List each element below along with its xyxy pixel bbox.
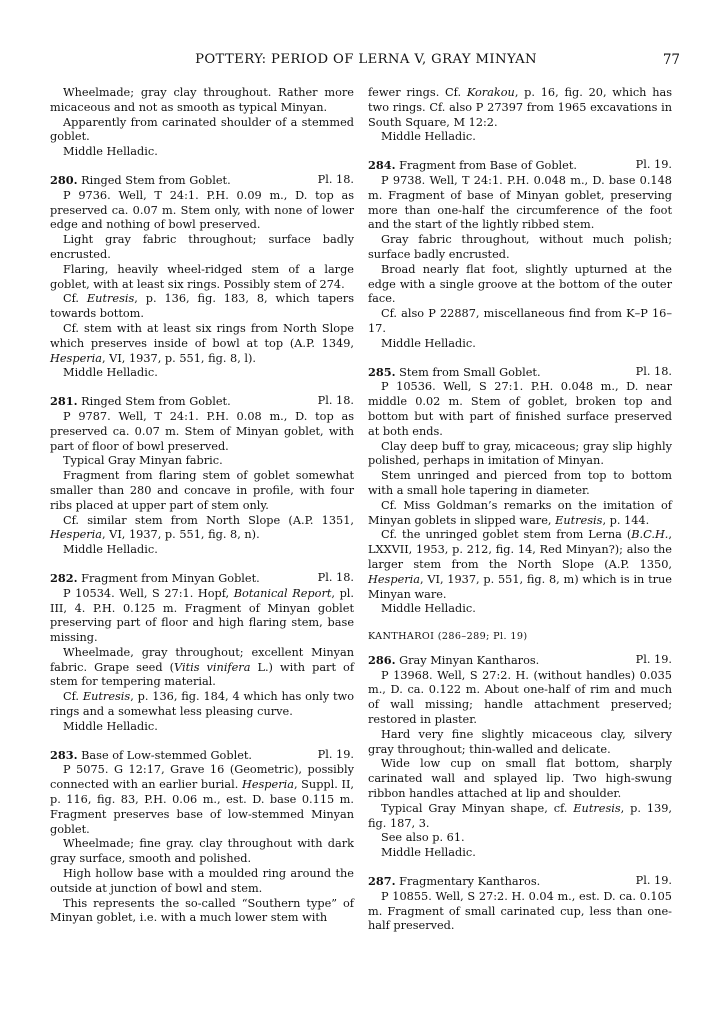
entry-number: 283. xyxy=(50,747,78,762)
entry-number: 284. xyxy=(368,158,396,173)
paragraph xyxy=(50,292,354,322)
paragraph: Flaring, heavily wheel-ridged stem of a large goblet, with at least six rings. Possibly stem of 274. xyxy=(50,262,354,291)
paragraph: Fragment from flaring stem of goblet somewhat smaller than 280 and concave in profile, with four ribs placed at upper part of stem only. xyxy=(50,469,354,512)
paragraph xyxy=(50,690,354,720)
paragraph: P 10536. Well, S 27:1. P.H. 0.048 m., D. near middle 0.02 m. Stem of goblet, broken top and bottom but with part of finished surface preserved at both ends. xyxy=(368,380,672,438)
text: , pl. III, 4. P.H. 0.125 m. Fragment of Minyan goblet preserving part of floor and high flaring stem, base missing. xyxy=(50,586,355,645)
italic-ref: Hesperia xyxy=(50,528,102,542)
paragraph: P 9736. Well, T 24:1. P.H. 0.09 m., D. top as preserved ca. 0.07 m. Stem only, with none of lower edge and nothing of bowl preserved. xyxy=(50,188,354,232)
paragraph: Middle Helladic. xyxy=(63,366,158,380)
paragraph: Gray fabric throughout, without much polish; surface badly encrusted. xyxy=(368,233,672,261)
paragraph: Wheelmade; gray clay throughout. Rather more micaceous and not as smooth as typical Minyan. xyxy=(50,86,354,114)
paragraph: Middle Helladic. xyxy=(63,543,158,557)
entry-number: 281. xyxy=(50,394,78,409)
paragraph: Middle Helladic. xyxy=(381,336,476,350)
paragraph: High hollow base with a moulded ring around the outside at junction of bowl and stem. xyxy=(50,867,354,895)
italic-ref: Botanical Report xyxy=(233,586,332,600)
entry-title: Fragmentary Kantharos. xyxy=(399,875,541,889)
entry-heading-286 xyxy=(368,653,672,669)
plate-ref: Pl. 19. xyxy=(317,747,354,761)
paragraph: P 9738. Well, T 24:1. P.H. 0.048 m., D. base 0.148 m. Fragment of base of Minyan goblet, preserving more than one-half the circumference of the foot and the start of the lightly ribbed stem. xyxy=(368,173,672,232)
entry-number: 282. xyxy=(50,570,78,585)
running-header xyxy=(52,52,680,72)
plate-ref: Pl. 18. xyxy=(317,172,354,186)
entry-heading-283 xyxy=(50,748,354,764)
text: Cf. xyxy=(63,292,80,306)
text: , p. 16, fig. 20, which has two rings. Cf. also P 27397 from 1965 excavations in South Square, M 12:2. xyxy=(368,86,673,129)
paragraph: P 13968. Well, S 27:2. H. (without handles) 0.035 m., D. ca. 0.122 m. About one-half of rim and much of wall missing; handle attachment preserved; restored in plaster. xyxy=(368,668,672,727)
text: , VI, 1937, p. 551, fig. 8, n). xyxy=(102,528,260,542)
plate-ref: Pl. 18. xyxy=(635,364,672,378)
paragraph: Typical Gray Minyan fabric. xyxy=(63,454,223,468)
paragraph: Middle Helladic. xyxy=(63,145,158,159)
running-title: POTTERY: PERIOD OF LERNA V, GRAY MINYAN xyxy=(195,52,537,67)
paragraph: Broad nearly flat foot, slightly upturned at the edge with a single groove at the bottom of the outer face. xyxy=(368,262,672,306)
entry-title: Stem from Small Goblet. xyxy=(399,365,541,379)
entry-heading-281 xyxy=(50,394,354,410)
entry-title: Fragment from Minyan Goblet. xyxy=(81,571,260,585)
paragraph: Middle Helladic. xyxy=(63,719,158,733)
paragraph: See also p. 61. xyxy=(381,831,465,845)
paragraph: Wide low cup on small flat bottom, sharply carinated wall and splayed lip. Two high-swung ribbon handles attached at lip and shoulder. xyxy=(368,757,672,801)
entry-number: 280. xyxy=(50,172,78,187)
paragraph xyxy=(50,587,354,646)
text: , VI, 1937, p. 551, fig. 8, l). xyxy=(102,351,257,365)
italic-ref: B.C.H. xyxy=(631,528,669,542)
text: , p. 136, fig. 184, 4 which has only two rings and a somewhat less pleasing curve. xyxy=(50,690,355,719)
paragraph: Middle Helladic. xyxy=(381,602,476,616)
paragraph: Cf. also P 22887, miscellaneous find from K–P 16–17. xyxy=(368,307,672,335)
text: Typical Gray Minyan shape, cf. xyxy=(381,801,568,815)
entry-heading-284 xyxy=(368,158,672,174)
paragraph xyxy=(50,514,354,544)
paragraph: Light gray fabric throughout; surface badly encrusted. xyxy=(50,233,354,261)
paragraph: Apparently from carinated shoulder of a stemmed goblet. xyxy=(50,115,354,144)
text: , p. 139, fig. 187, 3. xyxy=(368,801,672,830)
entry-heading-280 xyxy=(50,173,354,189)
paragraph: Stem unringed and pierced from top to bottom with a small hole tapering in diameter. xyxy=(368,469,672,497)
italic-ref: Eutresis xyxy=(555,513,603,527)
entry-number: 287. xyxy=(368,874,396,889)
entry-title: Ringed Stem from Goblet. xyxy=(81,173,231,187)
plate-ref: Pl. 19. xyxy=(635,158,672,172)
text: , LXXVII, 1953, p. 212, fig. 14, Red Minyan?); also the larger stem from the North Slope (A.P. 1350, xyxy=(368,528,672,571)
entry-title: Base of Low-stemmed Goblet. xyxy=(81,748,253,762)
paragraph: P 9787. Well, T 24:1. P.H. 0.08 m., D. top as preserved ca. 0.07 m. Stem of Minyan goblet, with part of floor of bowl preserved. xyxy=(50,409,354,453)
paragraph xyxy=(50,322,354,366)
paragraph xyxy=(368,86,672,130)
text: Cf. xyxy=(63,690,80,704)
entry-heading-287 xyxy=(368,874,672,890)
text: , VI, 1937, p. 551, fig. 8, m) which is in true Minyan ware. xyxy=(368,572,672,601)
right-column xyxy=(368,86,672,934)
entry-title: Fragment from Base of Goblet. xyxy=(399,159,577,173)
paragraph xyxy=(50,646,354,690)
paragraph: Middle Helladic. xyxy=(381,130,476,144)
left-column xyxy=(50,86,354,926)
text: Cf. the unringed goblet stem from Lerna ( xyxy=(381,528,632,542)
italic-ref: Korakou xyxy=(466,86,515,99)
paragraph xyxy=(50,763,354,837)
entry-heading-282 xyxy=(50,571,354,587)
entry-title: Gray Minyan Kantharos. xyxy=(399,653,540,667)
text: P 10534. Well, S 27:1. Hopf, xyxy=(63,586,230,600)
italic-ref: Hesperia xyxy=(241,778,294,792)
text: fewer rings. Cf. xyxy=(368,86,462,99)
paragraph xyxy=(368,528,672,602)
page-number: 77 xyxy=(662,52,680,68)
italic-ref: Eutresis xyxy=(86,292,135,306)
plate-ref: Pl. 19. xyxy=(635,652,672,666)
plate-ref: Pl. 19. xyxy=(635,874,672,888)
plate-ref: Pl. 18. xyxy=(317,570,354,584)
paragraph: P 10855. Well, S 27:2. H. 0.04 m., est. D. ca. 0.105 m. Fragment of small carinated cup, less than one-half preserved. xyxy=(368,889,672,933)
italic-ref: Eutresis xyxy=(573,801,621,815)
text: P 5075. G 12:17, Grave 16 (Geometric), possibly connected with an earlier burial. xyxy=(50,763,354,792)
paragraph: This represents the so-called “Southern type” of Minyan goblet, i.e. with a much lower stem with xyxy=(50,896,354,925)
paragraph xyxy=(368,499,672,529)
entry-title: Ringed Stem from Goblet. xyxy=(81,395,231,409)
italic-ref: Vitis vinifera xyxy=(174,660,251,674)
text: Cf. similar stem from North Slope (A.P. 1351, xyxy=(63,513,354,527)
italic-ref: Hesperia xyxy=(368,572,420,586)
text: Cf. Miss Goldman’s remarks on the imitation of Minyan goblets in slipped ware, xyxy=(368,498,672,527)
paragraph: Wheelmade; fine gray. clay throughout with dark gray surface, smooth and polished. xyxy=(50,837,354,866)
text: L.) with part of stem for tempering material. xyxy=(50,660,354,689)
text: , Suppl. II, p. 116, fig. 83, P.H. 0.06 m., est. D. base 0.115 m. Fragment preserves base of low-stemmed Minyan goblet. xyxy=(50,778,354,836)
paragraph xyxy=(368,802,672,832)
italic-ref: Eutresis xyxy=(82,690,131,704)
text: , p. 144. xyxy=(602,513,650,527)
paragraph: Hard very fine slightly micaceous clay, silvery gray throughout; thin-walled and delicate. xyxy=(368,727,672,756)
entry-heading-285 xyxy=(368,365,672,381)
section-heading: KANTHAROI (286–289; Pl. 19) xyxy=(368,631,528,643)
paragraph: Middle Helladic. xyxy=(381,846,476,860)
paragraph: Clay deep buff to gray, micaceous; gray slip highly polished, perhaps in imitation of Minyan. xyxy=(368,439,672,468)
entry-number: 286. xyxy=(368,652,396,667)
plate-ref: Pl. 18. xyxy=(317,394,354,408)
text: Cf. stem with at least six rings from North Slope which preserves inside of bowl at top (A.P. 1349, xyxy=(50,321,354,350)
entry-number: 285. xyxy=(368,364,396,379)
text: Wheelmade, gray throughout; excellent Minyan fabric. Grape seed ( xyxy=(50,645,354,674)
text: , p. 136, fig. 183, 8, which tapers towards bottom. xyxy=(50,292,354,321)
italic-ref: Hesperia xyxy=(50,351,102,365)
